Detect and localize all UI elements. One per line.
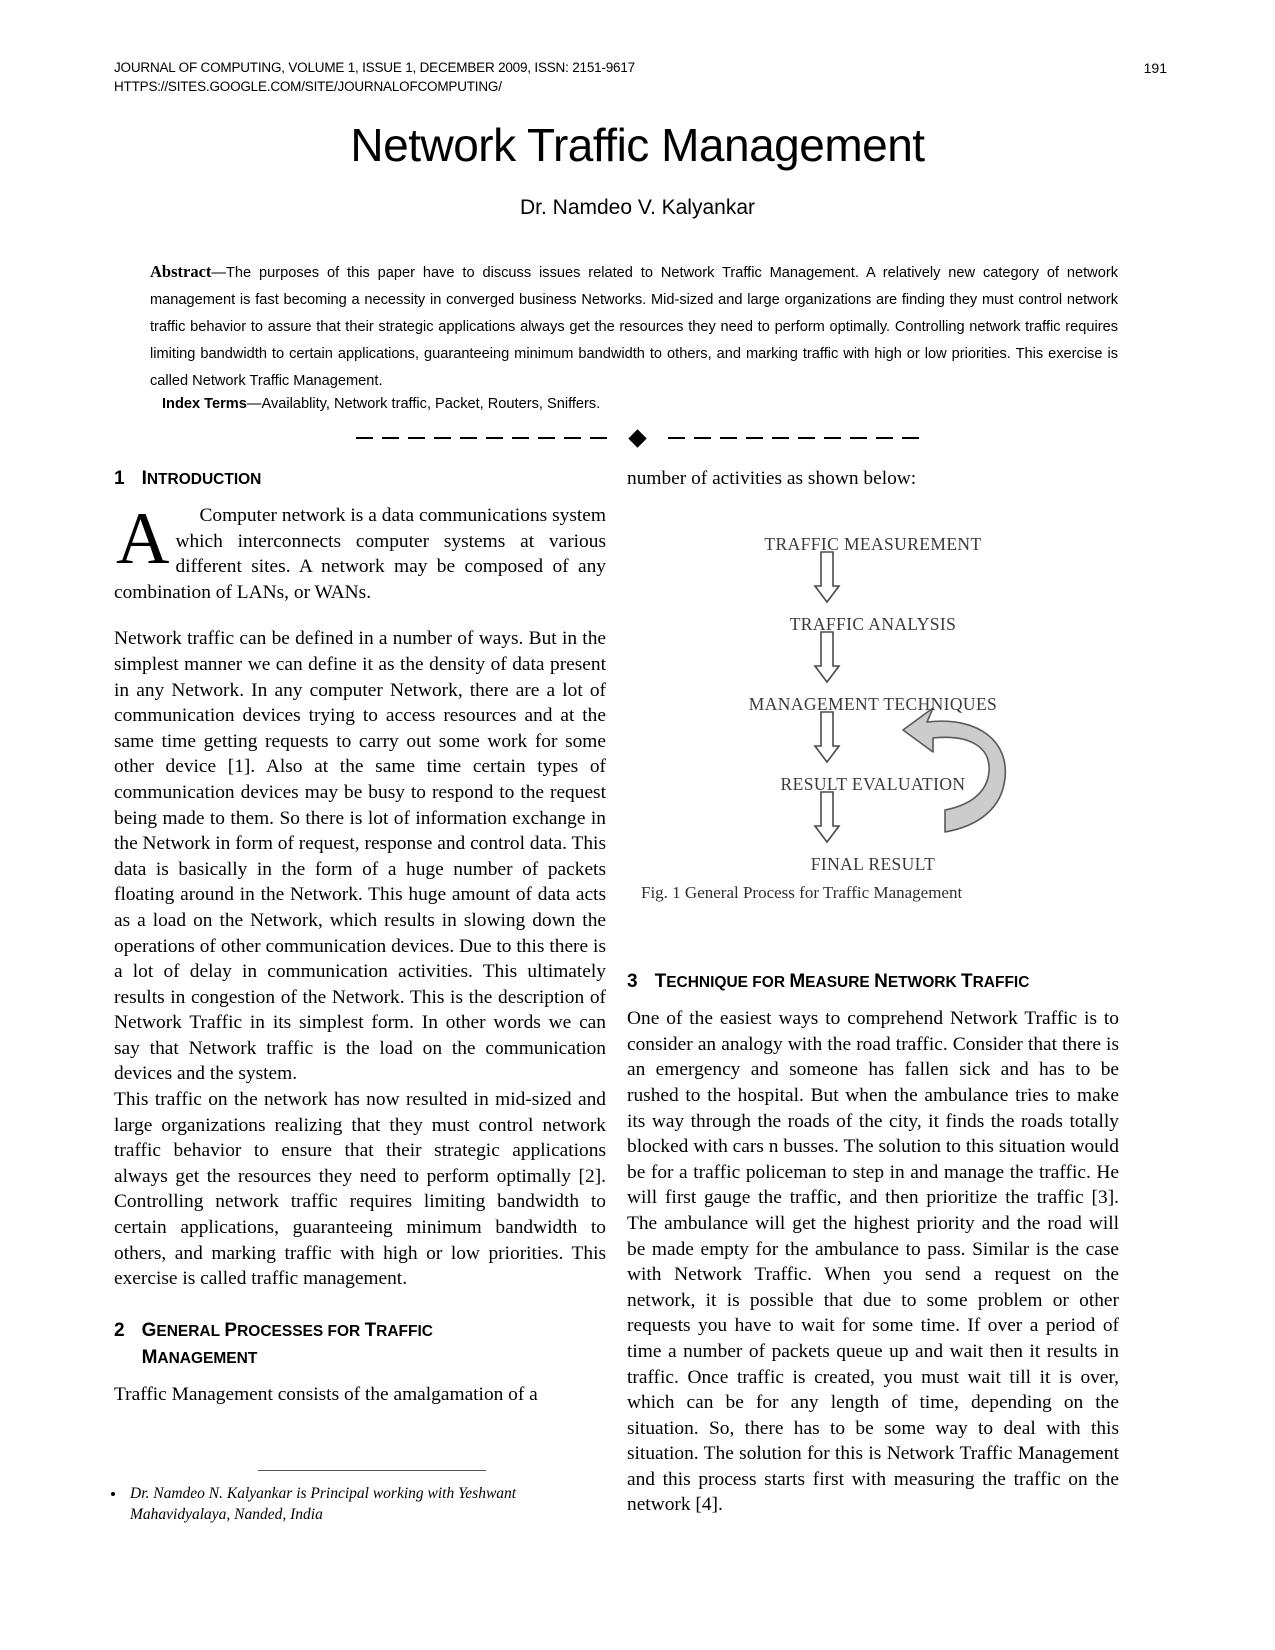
section-heading-3	[627, 969, 1119, 996]
abstract-label: Abstract	[150, 262, 212, 281]
figure-1-caption: Fig. 1 General Process for Traffic Management	[641, 882, 963, 902]
arrow-down-3	[815, 712, 839, 762]
author-name: Dr. Namdeo V. Kalyankar	[519, 196, 755, 219]
section-3-title: TECHNIQUE FOR MEASURE NETWORK TRAFFIC	[654, 971, 1030, 993]
section-heading-1	[114, 466, 606, 493]
divider-dashes-right	[668, 437, 919, 439]
intro-paragraph-1	[114, 498, 606, 605]
drop-cap: A	[116, 498, 170, 580]
column-right	[627, 466, 1119, 1518]
intro-paragraph-3: This traffic on the network has now resulted in mid-sized and large organizations realizing that they must control network traffic behavior to ensure that their strategic applications always get the resources they need to perform optimally [2]. Controlling network traffic requires limiting bandwidth to certain applications, guaranteeing minimum bandwidth to others, and marking traffic with high or low priorities. This exercise is called traffic management.	[114, 1089, 606, 1290]
section-2-number: 2	[114, 1319, 125, 1341]
section-heading-2	[114, 1318, 606, 1372]
divider-dashes-left	[356, 437, 607, 439]
arrow-down-1	[815, 552, 839, 602]
running-head-line1: JOURNAL OF COMPUTING, VOLUME 1, ISSUE 1, DECEMBER 2009, ISSN: 2151-9617	[114, 60, 635, 75]
intro-paragraph-2: Network traffic can be defined in a number of ways. But in the simplest manner we can define it as the density of data present in any Network. In any computer Network, there are a lot of communication devices trying to access resources and at the same time getting requests to carry out some work for some other device [1]. Also at the same time certain types of communication devices may be busy to respond to the request being made to them. So there is lot of information exchange in the Network in form of request, response and control data. This data is basically in the form of a huge number of packets floating around in the Network. This huge amount of data acts as a load on the Network, which results in slowing down the operations of other communication devices. Due to this there is a lot of delay in communication activities. This ultimately results in congestion of the Network. This is the description of Network Traffic in its simplest form. In other words we can say that Network traffic is the load on the communication devices and the system.	[114, 628, 606, 1085]
intro-paragraph-1-text: Computer network is a data communications system which interconnects computer systems at various different sites. A network may be composed of any combination of LANs, or WANs.	[114, 505, 606, 603]
flow-node-2: TRAFFIC ANALYSIS	[789, 613, 957, 634]
curved-feedback-arrow-icon	[903, 708, 1005, 832]
flow-node-4: RESULT EVALUATION	[780, 773, 966, 794]
running-head-line2: HTTPS://SITES.GOOGLE.COM/SITE/JOURNALOFCOMPUTING/	[114, 79, 502, 94]
abstract-block	[150, 258, 1118, 395]
index-terms-text: —Availablity, Network traffic, Packet, Routers, Sniffers.	[246, 396, 601, 412]
abstract-dash: —	[211, 265, 226, 281]
section-3-number: 3	[627, 971, 638, 993]
flow-node-5: FINAL RESULT	[810, 853, 936, 874]
diamond-icon	[628, 429, 646, 447]
page-number: 191	[1143, 60, 1167, 76]
section-2-title: GENERAL PROCESSES FOR TRAFFIC MANAGEMENT	[141, 1319, 433, 1368]
index-terms-block	[162, 392, 1118, 416]
page-title: Network Traffic Management	[350, 119, 925, 171]
flow-node-1: TRAFFIC MEASUREMENT	[764, 533, 982, 554]
running-head	[114, 58, 1014, 96]
section-3-paragraph-1: One of the easiest ways to comprehend Network Traffic is to consider an analogy with the road traffic. Consider that there is an emergency and someone has fallen sick and has to be rushed to the hospital. But when the ambulance tries to make its way through the roads of the city, it finds the roads totally blocked with cars n busses. The solution to this situation would be for a traffic policeman to step in and manage the traffic. He will first gauge the traffic, and then prioritize the traffic [3]. The ambulance will get the highest priority and the road will be made empty for the ambulance to pass. Similar is the case with Network Traffic. When you send a request on the network, it is possible that due to some problem or other requests you have to wait for some time. If over a period of time a number of packets queue up and wait then it results in traffic. Once traffic is created, you must wait till it is over, which can be for any length of time, depending on the situation. So, there has to be some way to deal with this situation. The solution for this is Network Traffic Management and this process starts first with measuring the traffic on the network [4].	[627, 1008, 1119, 1516]
column-left	[114, 466, 606, 1407]
section-divider	[0, 426, 1275, 450]
flow-node-3: MANAGEMENT TECHNIQUES	[748, 693, 998, 714]
footnote-rule	[258, 1470, 486, 1471]
figure-1-flowchart	[627, 526, 1119, 876]
footnote-item: • Dr. Namdeo N. Kalyankar is Principal working with Yeshwant Mahavidyalaya, Nanded, India	[126, 1483, 612, 1525]
arrow-down-2	[815, 632, 839, 682]
index-terms-label: Index Terms	[162, 396, 247, 412]
section-2-paragraph-1: Traffic Management consists of the amalgamation of a	[114, 1383, 538, 1405]
section-1-title: INTRODUCTION	[141, 468, 262, 489]
arrow-down-4	[815, 792, 839, 842]
right-column-continuation: number of activities as shown below:	[627, 468, 917, 489]
figure-1	[627, 526, 1119, 906]
abstract-text: The purposes of this paper have to discuss issues related to Network Traffic Management. A relatively new category of network management is fast becoming a necessity in converged business Networks. Mid-sized and large organizations are finding they must control network traffic behavior to assure that their strategic applications always get the resources they need to perform optimally. Controlling network traffic requires limiting bandwidth to certain applications, guaranteeing minimum bandwidth to others, and marking traffic with high or low priorities. This exercise is called Network Traffic Management.	[150, 265, 1118, 389]
footnote-block	[104, 1483, 612, 1525]
section-1-number: 1	[114, 468, 125, 489]
